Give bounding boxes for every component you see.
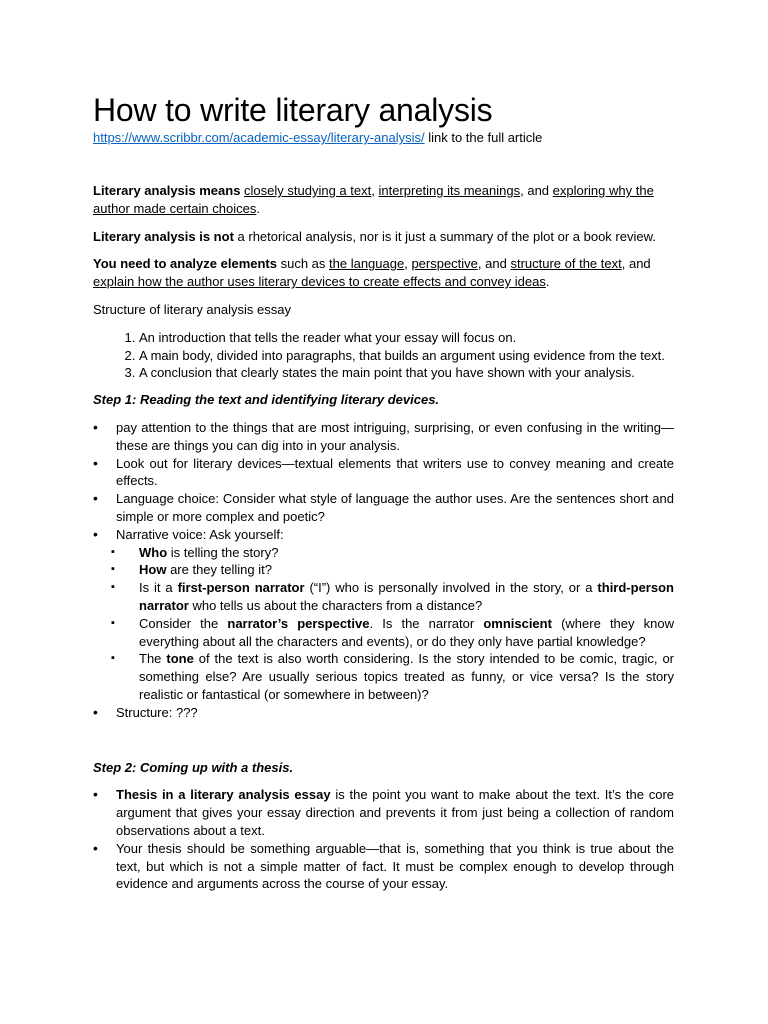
text-span: of the text is also worth considering. Is the story intended to be comic, tragic, or something else? Are usually serious topics treated as funny, or vice versa? Is the story realistic or fantastical (or somewhere in between)? [139,651,674,702]
bold-term: tone [166,651,194,667]
page-title: How to write literary analysis [93,92,493,128]
structure-list [93,329,674,382]
bold-term: narrator’s perspective [227,615,370,631]
underlined-phrase: exploring why the author made certain choices [93,183,654,216]
text-span: who tells us about the characters from a distance? [188,597,483,613]
text-span: , and [477,256,511,272]
list-item: 1. An introduction that tells the reader what your essay will focus on. [139,329,674,347]
step1-heading: Step 1: Reading the text and identifying literary devices. [93,392,440,408]
text-span: a rhetorical analysis, nor is it just a summary of the plot or a book review. [233,228,656,244]
not-paragraph [93,228,674,246]
step2-list [93,786,674,893]
sub-list-item [93,650,674,703]
source-link[interactable]: https://www.scribbr.com/academic-essay/literary-analysis/ [93,130,425,145]
step1-list [93,419,674,722]
text-span: The [139,651,167,667]
source-line [93,129,542,147]
sub-list-item [93,544,674,562]
narrative-sublist [93,544,674,704]
underlined-phrase: closely studying a text [244,183,372,198]
underlined-phrase: the language [329,256,405,272]
text-span: , and [621,256,651,272]
structure-heading: Structure of literary analysis essay [93,301,291,317]
text-span: , [371,183,379,198]
text-span: Narrative voice: Ask yourself: [116,526,284,542]
definition-term: Literary analysis means [93,183,241,198]
sub-list-item [93,615,674,651]
text-span: is telling the story? [167,544,279,560]
underlined-phrase: interpreting its meanings [378,183,521,198]
list-item: • Language choice: Consider what style of language the author uses. Are the sentences short and simple or more complex and poetic? [93,490,674,526]
text-span: . [256,200,260,216]
text-span: is the point you want to make about the text. It’s the core argument that gives your essay direction and prevents it from just being a collection of random observations about a text. [116,787,675,838]
text-span: , and [520,183,553,198]
bold-term: Thesis in a literary analysis essay [116,787,331,803]
list-item: • Structure: ??? [93,704,674,722]
spacer [93,722,674,759]
not-term: Literary analysis is not [93,228,234,244]
bold-term: How [139,562,167,578]
text-span: are they telling it? [166,562,272,578]
source-link-suffix: link to the full article [424,130,543,145]
text-span: , [404,256,412,272]
sub-list-item [93,579,674,615]
elements-paragraph [93,255,674,291]
list-item: • pay attention to the things that are most intriguing, surprising, or even confusing in the writing—these are things you can dig into in your analysis. [93,419,674,455]
text-span: such as [276,256,330,272]
text-span: Consider the [139,615,228,631]
bold-term: third-person narrator [139,580,674,613]
elements-term: You need to analyze elements [93,256,277,272]
list-item: 3. A conclusion that clearly states the main point that you have shown with your analysis. [139,364,674,382]
text-span: Is it a [139,580,178,596]
list-item [93,526,674,704]
text-span: . [545,274,550,290]
list-item: 2. A main body, divided into paragraphs, that builds an argument using evidence from the text. [139,347,674,365]
bold-term: first-person narrator [177,580,305,596]
list-item: • Look out for literary devices—textual elements that writers use to convey meaning and create effects. [93,455,674,491]
bold-term: omniscient [483,615,552,631]
text-span: (where they know everything about all the characters and events), or do they only have partial knowledge? [139,615,674,649]
list-item: • Your thesis should be something arguable—that is, something that you think is true about the text, but which is not a simple matter of fact. It must be complex enough to develop through evidence and arguments across the course of your essay. [93,840,674,893]
text-span: (“I”) who is personally involved in the story, or a [304,580,598,596]
bold-term: Who [139,544,168,560]
underlined-phrase: perspective [411,256,478,272]
step2-heading: Step 2: Coming up with a thesis. [93,759,294,775]
underlined-phrase: structure of the text [510,256,622,272]
underlined-phrase: explain how the author uses literary devices to create effects and convey ideas [93,274,546,290]
list-item [93,786,674,839]
sub-list-item [93,561,674,579]
document-body [93,182,674,893]
definition-paragraph [93,182,674,218]
text-span: . Is the narrator [369,615,484,631]
